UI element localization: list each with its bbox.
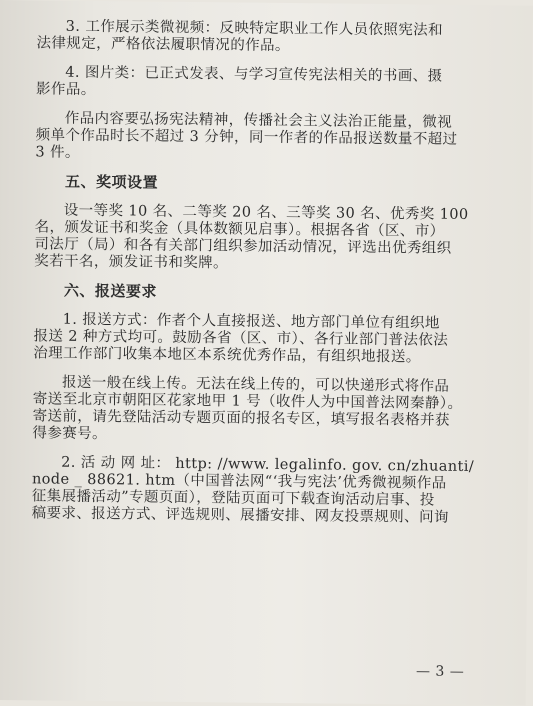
text-line: 1. 报送方式：作者个人直接报送、地方部门单位有组织地 [62, 311, 440, 332]
text-line: node _ 88621. htm（中国普法网“‘我与宪法’优秀微视频作品 [31, 471, 447, 492]
text-line: 奖若干名，颁发证书和奖牌。 [34, 253, 229, 272]
text-line: 稿要求、报送方式、评选规则、展播安排、网友投票规则、问询 [31, 505, 449, 526]
text-line: 征集展播活动”专题页面），登陆页面可下载查询活动启事、投 [31, 488, 435, 509]
text-line: 2. 活 动 网 址： http: //www. legalinfo. gov. cn/zhuanti/ [61, 454, 475, 475]
body-text [31, 18, 476, 539]
page-number: — 3 — [415, 663, 465, 680]
text-line: 3. 工作展示类微视频：反映特定职业工作人员依照宪法和 [65, 18, 444, 39]
text-line: 寄送前，请先登陆活动专题页面的报名专区，填写报名表格并获 [32, 408, 450, 429]
paragraph-activity-website [32, 454, 473, 527]
text-line: 影作品。 [35, 81, 96, 99]
section-heading-awards: 五、奖项设置 [65, 172, 159, 192]
text-line: 3 件。 [35, 144, 80, 161]
paragraph-awards [34, 202, 475, 275]
text-line: 名，颁发证书和奖金（具体数额见启事）。根据各省（区、市） [34, 219, 445, 240]
text-line: 法律规定，严格依法履职情况的作品。 [36, 35, 290, 55]
text-line: 寄送至北京市朝阳区花家地甲 1 号（收件人为中国普法网秦静）。 [32, 391, 463, 412]
paragraph-image-category [36, 64, 476, 103]
section-heading-submission: 六、报送要求 [63, 281, 158, 301]
paragraph-video-category [36, 18, 476, 57]
text-line: 报送一般在线上传。无法在线上传的，可以快递形式将作品 [61, 374, 450, 395]
text-line: 4. 图片类：已正式发表、与学习宣传宪法相关的书画、摄 [65, 64, 443, 85]
text-line: 设一等奖 10 名、二等奖 20 名、三等奖 30 名、优秀奖 100 [63, 202, 469, 223]
text-line: 频单个作品时长不超过 3 分钟，同一作者的作品报送数量不超过 [35, 127, 458, 148]
text-line: 治理工作部门收集本地区本系统优秀作品，有组织地报送。 [33, 345, 421, 366]
text-line: 作品内容要弘扬宪法精神，传播社会主义法治正能量，微视 [64, 110, 453, 131]
paragraph-upload-instructions [32, 374, 473, 447]
text-line: 得参赛号。 [32, 425, 108, 443]
paragraph-content-requirements [35, 110, 476, 166]
text-line: 司法厅（局）和各有关部门组织参加活动情况，评选出优秀组织 [34, 236, 452, 257]
paragraph-submission-method [33, 311, 474, 367]
text-line: 报送 2 种方式均可。鼓励各省（区、市）、各行业部门普法依法 [33, 328, 449, 349]
